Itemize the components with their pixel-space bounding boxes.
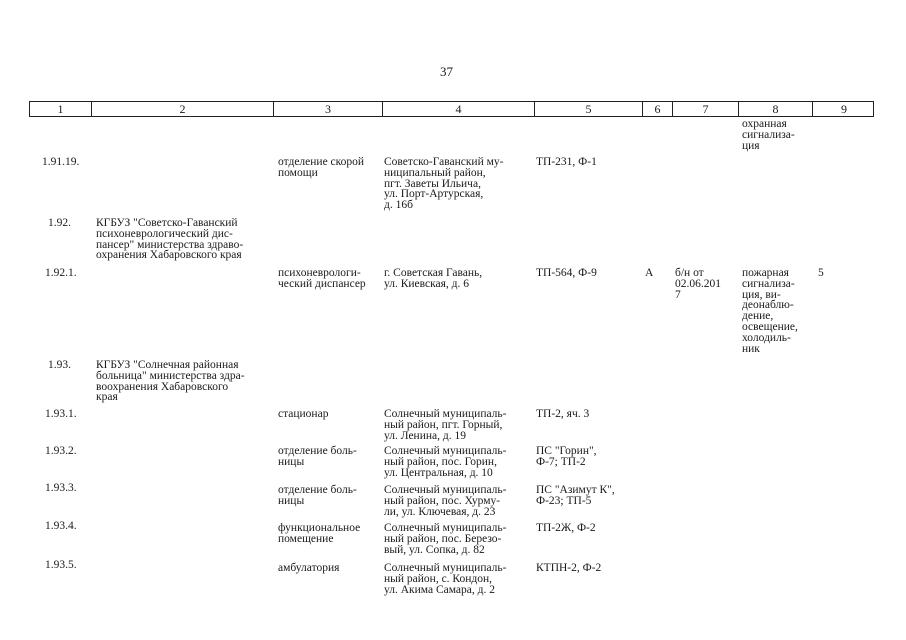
row-7-address: Солнечный муниципаль- ный район, пос. Хурму- ли, ул. Ключевая, д. 23	[384, 484, 507, 518]
row-3-col9: 5	[818, 267, 824, 279]
header-cell-7: 7	[672, 102, 738, 116]
row-4-number: 1.93.	[48, 359, 71, 371]
header-cell-2: 2	[91, 102, 273, 116]
header-cell-4: 4	[382, 102, 534, 116]
row-7-power-source: ПС "Азимут К", Ф-23; ТП-5	[536, 484, 615, 507]
row-3-systems: пожарная сигнализа- ция, ви- деонаблю- дение, освещение, холодиль- ник	[742, 267, 798, 355]
row-6-address: Солнечный муниципаль- ный район, пос. Горин, ул. Центральная, д. 10	[384, 445, 507, 479]
header-cell-3: 3	[273, 102, 382, 116]
row-7-facility-type: отделение боль- ницы	[278, 484, 357, 507]
header-cell-5: 5	[534, 102, 642, 116]
header-cell-1: 1	[57, 102, 64, 116]
row-8-power-source: ТП-2Ж, Ф-2	[536, 522, 596, 534]
row-5-facility-type: стационар	[278, 408, 329, 420]
row-6-facility-type: отделение боль- ницы	[278, 445, 357, 468]
row-6-power-source: ПС "Горин", Ф-7; ТП-2	[536, 445, 597, 468]
row-3-category: А	[645, 267, 654, 279]
header-cell-6: 6	[642, 102, 672, 116]
row-1-power-source: ТП-231, Ф-1	[536, 156, 597, 168]
row-7-number: 1.93.3.	[45, 482, 77, 494]
row-1-number: 1.91.19.	[42, 156, 80, 168]
row-0-security: охранная сигнализа- ция	[742, 118, 795, 152]
row-3-power-source: ТП-564, Ф-9	[536, 267, 597, 279]
row-6-number: 1.93.2.	[45, 445, 77, 457]
row-4-organization: КГБУЗ "Солнечная районная больница" министерства здра- воохранения Хабаровского края	[96, 359, 245, 404]
row-1-facility-type: отделение скорой помощи	[278, 156, 365, 179]
row-9-power-source: КТПН-2, Ф-2	[536, 562, 602, 574]
header-cell-9: 9	[812, 102, 875, 116]
row-9-facility-type: амбулатория	[278, 562, 340, 574]
row-2-organization: КГБУЗ "Советско-Гаванский психоневрологический дис- пансер" министерства здраво- охранения Хабаровского края	[96, 217, 244, 262]
row-3-number: 1.92.1.	[45, 267, 77, 279]
row-9-address: Солнечный муниципаль- ный район, с. Кондон, ул. Акима Самара, д. 2	[384, 562, 507, 596]
page-number: 37	[440, 64, 453, 79]
row-8-number: 1.93.4.	[45, 520, 77, 532]
row-5-address: Солнечный муниципаль- ный район, пгт. Горный, ул. Ленина, д. 19	[384, 408, 507, 442]
row-5-number: 1.93.1.	[45, 408, 77, 420]
row-3-facility-type: психоневрологи- ческий диспансер	[278, 267, 366, 290]
row-9-number: 1.93.5.	[45, 559, 77, 571]
table-header-row	[29, 101, 874, 117]
row-3-address: г. Советская Гавань, ул. Киевская, д. 6	[384, 267, 483, 290]
row-8-address: Солнечный муниципаль- ный район, пос. Березо- вый, ул. Сопка, д. 82	[384, 522, 507, 556]
row-1-address: Советско-Гаванский му- ниципальный район, пгт. Заветы Ильича, ул. Порт-Артурская, д. 16б	[384, 156, 504, 212]
header-cell-8: 8	[738, 102, 812, 116]
row-2-number: 1.92.	[48, 217, 71, 229]
row-3-document: б/н от 02.06.201 7	[675, 267, 721, 301]
row-8-facility-type: функциональное помещение	[278, 522, 361, 545]
row-5-power-source: ТП-2, яч. 3	[536, 408, 590, 420]
